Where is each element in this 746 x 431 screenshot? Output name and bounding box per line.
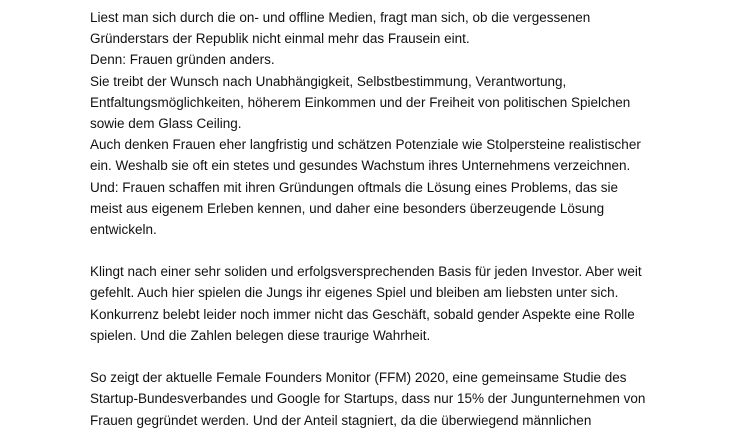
text-line: entwickeln. xyxy=(90,221,157,237)
document-text xyxy=(90,7,690,431)
text-line: Liest man sich durch die on- und offline Medien, fragt man sich, ob die vergessenen xyxy=(90,10,591,25)
text-line: spielen. Und die Zahlen belegen diese traurige Wahrheit. xyxy=(90,327,431,343)
paragraph-3 xyxy=(90,367,690,431)
text-line: Klingt nach einer sehr soliden und erfolgsversprechenden Basis für jeden Investor. Aber weit xyxy=(90,264,642,280)
text-line: Konkurrenz belebt leider noch immer nicht das Geschäft, sobald gender Aspekte eine Rolle xyxy=(90,306,635,322)
text-line: Startup-Bundesverbandes und Google for Startups, dass nur 15% der Jungunternehmen von xyxy=(90,391,646,407)
text-line: Frauen gegründet werden. Und der Anteil stagniert, da die überwiegend männlichen xyxy=(90,412,592,428)
text-line: Auch denken Frauen eher langfristig und schätzen Potenziale wie Stolpersteine realistischer xyxy=(90,137,641,153)
paragraph-2 xyxy=(90,261,690,346)
text-line: Sie treibt der Wunsch nach Unabhängigkeit, Selbstbestimmung, Verantwortung, xyxy=(90,73,567,89)
paragraph-spacer xyxy=(90,346,690,367)
text-line: meist aus eigenem Erleben kennen, und daher eine besonders überzeugende Lösung xyxy=(90,200,605,216)
text-line: So zeigt der aktuelle Female Founders Monitor (FFM) 2020, eine gemeinsame Studie des xyxy=(90,370,627,386)
text-line: Und: Frauen schaffen mit ihren Gründungen oftmals die Lösung eines Problems, das sie xyxy=(90,179,619,195)
paragraph-spacer xyxy=(90,240,690,261)
text-line: Gründerstars der Republik nicht einmal mehr das Frausein eint. xyxy=(90,31,470,47)
text-line: gefehlt. Auch hier spielen die Jungs ihr eigenes Spiel und bleiben am liebsten unter sich. xyxy=(90,285,619,301)
text-line: Denn: Frauen gründen anders. xyxy=(90,52,275,68)
paragraph-1 xyxy=(90,7,690,240)
text-line: ein. Weshalb sie oft ein stetes und gesundes Wachstum ihres Unternehmens verzeichnen. xyxy=(90,158,631,174)
text-line: sowie dem Glass Ceiling. xyxy=(90,115,242,131)
text-line: Entfaltungsmöglichkeiten, höherem Einkommen und der Freiheit von politischen Spielchen xyxy=(90,94,631,110)
